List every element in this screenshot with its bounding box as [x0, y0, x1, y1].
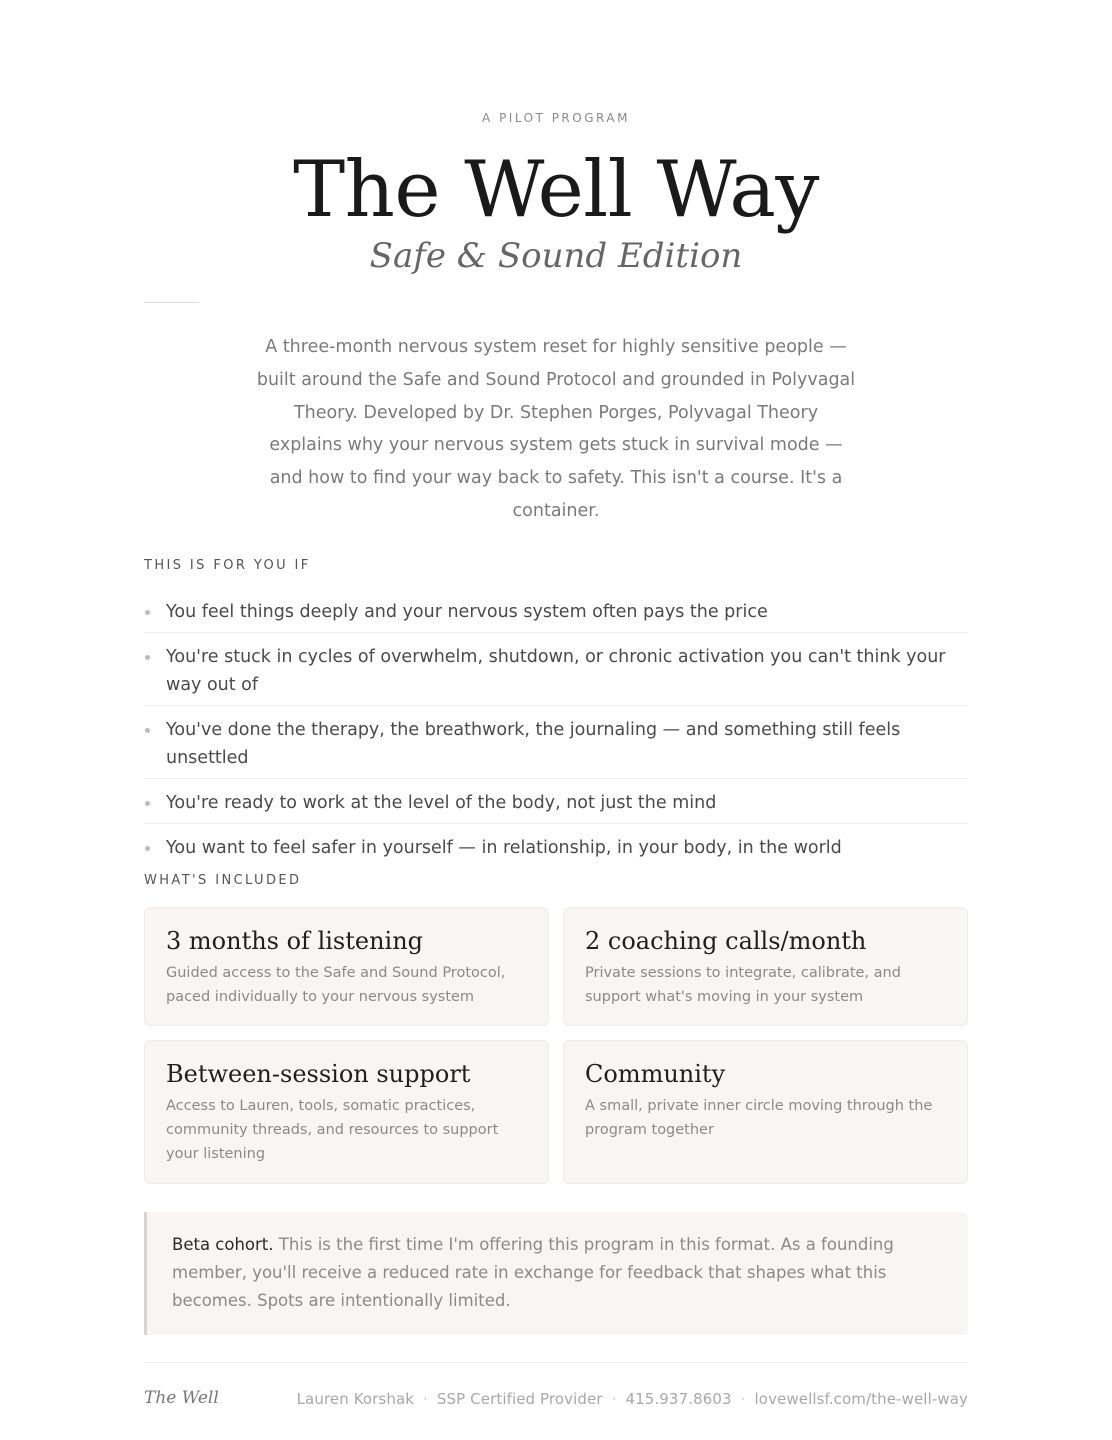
bullet-icon: [145, 801, 150, 806]
list-item-text: You feel things deeply and your nervous system often pays the price: [166, 602, 768, 622]
list-item-text: You're ready to work at the level of the body, not just the mind: [166, 793, 717, 813]
card-title: Community: [585, 1060, 726, 1088]
card-title: Between-session support: [166, 1060, 471, 1088]
list-item: [144, 592, 968, 633]
list-item: [144, 828, 968, 868]
section-label-included: WHAT'S INCLUDED: [144, 873, 302, 888]
separator: ·: [740, 1390, 746, 1408]
included-card-support: [144, 1040, 549, 1184]
list-item-text: You've done the therapy, the breathwork, the journaling — and something still feels unsettled: [166, 720, 901, 768]
bullet-icon: [145, 610, 150, 615]
list-item: [144, 783, 968, 824]
card-title: 3 months of listening: [166, 927, 424, 955]
eyebrow-label: A PILOT PROGRAM: [482, 111, 630, 125]
card-description: Guided access to the Safe and Sound Protocol, paced individually to your nervous system: [166, 965, 506, 1005]
bullet-icon: [145, 728, 150, 733]
separator: ·: [423, 1390, 428, 1408]
included-card-coaching: [563, 907, 968, 1026]
footer-contact: [297, 1390, 968, 1408]
footer-name: Lauren Korshak: [296, 1390, 415, 1408]
footer-credential: SSP Certified Provider: [436, 1390, 603, 1408]
list-item-text: You want to feel safer in yourself — in relationship, in your body, in the world: [166, 838, 842, 858]
footer-url-link[interactable]: lovewellsf.com/the-well-way: [754, 1390, 968, 1408]
footer-divider: [144, 1362, 968, 1363]
included-card-community: [563, 1040, 968, 1184]
footer-brand: The Well: [144, 1388, 219, 1408]
card-description: A small, private inner circle moving through the program together: [585, 1098, 933, 1138]
beta-cohort-callout: [144, 1212, 968, 1335]
list-item-text: You're stuck in cycles of overwhelm, shutdown, or chronic activation you can't think your way out of: [166, 647, 946, 695]
bullet-icon: [145, 655, 150, 660]
intro-paragraph: A three-month nervous system reset for highly sensitive people — built around the Safe and Sound Protocol and grounded in Polyvagal Theory. Developed by Dr. Stephen Porges, Polyvagal Theory explains why your nervous system gets stuck in survival mode — and how to find your way back to safety. This isn't a course. It's a container.: [256, 337, 856, 521]
separator: ·: [611, 1390, 617, 1408]
footer-phone[interactable]: 415.937.8603: [625, 1390, 732, 1408]
card-description: Access to Lauren, tools, somatic practices, community threads, and resources to support your listening: [166, 1098, 499, 1162]
divider: [144, 302, 199, 303]
included-card-listening: [144, 907, 549, 1026]
page-title: The Well Way: [293, 145, 819, 235]
card-description: Private sessions to integrate, calibrate, and support what's moving in your system: [585, 965, 901, 1005]
for-you-list: [144, 592, 968, 868]
list-item: [144, 637, 968, 706]
card-title: 2 coaching calls/month: [585, 927, 867, 955]
beta-text: This is the first time I'm offering this program in this format. As a founding member, you'll receive a reduced rate in exchange for feedback that shapes what this becomes. Spots are intentionally limited.: [172, 1235, 894, 1310]
bullet-icon: [145, 846, 150, 851]
section-label-for-you: THIS IS FOR YOU IF: [144, 558, 311, 573]
page-subtitle: Safe & Sound Edition: [369, 236, 743, 276]
beta-heading: Beta cohort.: [172, 1235, 274, 1254]
list-item: [144, 710, 968, 779]
